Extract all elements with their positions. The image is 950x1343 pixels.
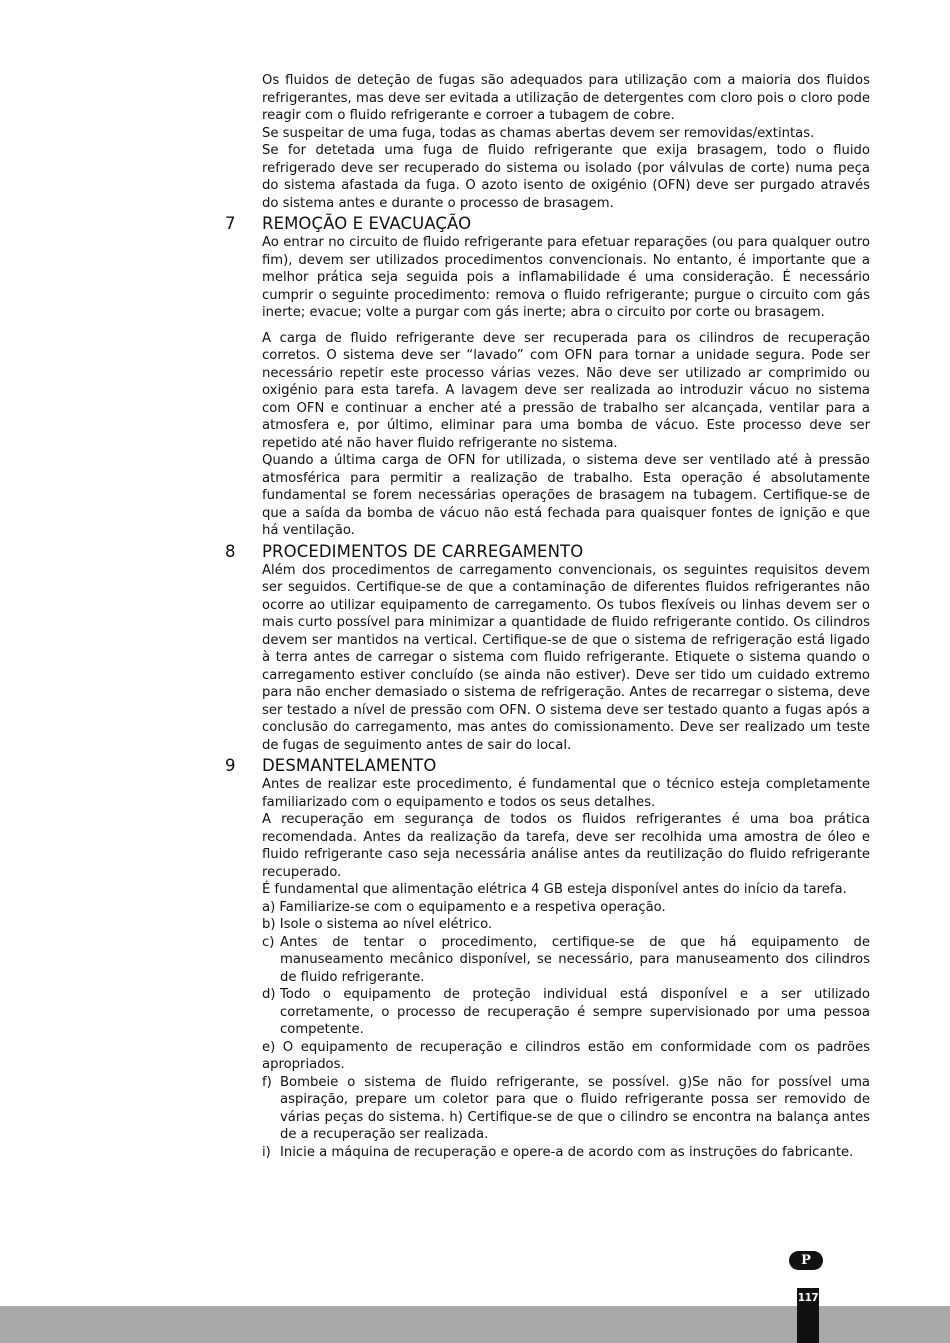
paragraph: Ao entrar no circuito de fluido refrigerante para efetuar reparações (ou para qualquer outro fim), devem ser utilizados procedimentos convencionais. No entanto, é importante que a melhor prática seja seguida pois a inflamabilidade é uma consideração. É necessário cumprir o seguinte procedimento: remova o fluido refrigerante; purgue o circuito com gás inerte; evacue; volte a purgar com gás inerte; abra o circuito por corte ou brasagem. [262,235,870,320]
list-item [262,934,870,987]
paragraph: A recuperação em segurança de todos os fluidos refrigerantes é uma boa prática recomendada. Antes da realização da tarefa, deve ser recolhida uma amostra de óleo e fluido refrigerante caso seja necessária análise antes da reutilização do fluido refrigerante recuperado. [262,812,870,880]
paragraph: É fundamental que alimentação elétrica 4 GB esteja disponível antes do início da tarefa. [262,882,847,897]
intro-block [262,72,870,212]
section-number: 8 [225,541,236,561]
paragraph: Além dos procedimentos de carregamento convencionais, os seguintes requisitos devem ser seguidos. Certifique-se de que a contaminação de diferentes fluidos refrigerantes não ocorre ao utilizar equipamento de carregamento. Os tubos flexíveis ou linhas devem ser o mais curto possível para minimizar a quantidade de fluido refrigerante contido. Os cilindros devem ser mantidos na vertical. Certifique-se de que o sistema de refrigeração está ligado à terra antes de carregar o sistema com fluido refrigerante. Etiquete o sistema quando o carregamento estiver concluído (se ainda não estiver). Deve ser tido um cuidado extremo para não encher demasiado o sistema de refrigeração. Antes de recarregar o sistema, deve ser testado a nível de pressão com OFN. O sistema deve ser testado quanto a fugas após a conclusão do carregamento, mas antes do comissionamento. Deve ser realizado um teste de fugas de seguimento antes de sair do local. [262,562,870,753]
list-label: c) [262,934,275,950]
intro-paragraph: Os fluidos de deteção de fugas são adequados para utilização com a maioria dos fluidos refrigerantes, mas deve ser evitada a utilização de detergentes com cloro pois o cloro pode reagir com o fluido refrigerante e corroer a tubagem de cobre. [262,73,870,123]
section-9-heading [225,756,870,776]
list-text: Todo o equipamento de proteção individual está disponível e a ser utilizado corretamente, o processo de recuperação é sempre supervisionado por uma pessoa competente. [280,987,870,1037]
paragraph: Antes de realizar este procedimento, é fundamental que o técnico esteja completamente familiarizado com o equipamento e todos os seus detalhes. [262,777,870,810]
list-label: d) [262,987,276,1002]
page-number-tab [797,1288,819,1343]
intro-paragraph: Se for detetada uma fuga de fluido refrigerante que exija brasagem, todo o fluido refrigerado deve ser recuperado do sistema ou isolado (por válvulas de corte) numa peça do sistema afastada da fuga. O azoto isento de oxigénio (OFN) deve ser purgado através do sistema antes e durante o processo de brasagem. [262,143,870,211]
language-badge: P [789,1251,823,1270]
list-label: f) [262,1074,272,1090]
intro-paragraph: Se suspeitar de uma fuga, todas as chamas abertas devem ser removidas/extintas. [262,125,815,141]
list-item [262,1144,870,1162]
list-label: i) [262,1144,271,1160]
list-text: Inicie a máquina de recuperação e opere-a de acordo com as instruções do fabricante. [280,1144,854,1160]
document-body [225,72,870,1161]
section-title: PROCEDIMENTOS DE CARREGAMENTO [262,541,584,561]
list-item [262,1074,870,1144]
list-item: b) Isole o sistema ao nível elétrico. [262,917,493,932]
section-7-heading [225,214,870,234]
list-item: e) O equipamento de recuperação e cilindros estão em conformidade com os padrões apropriados. [262,1039,870,1072]
section-number: 9 [225,756,236,775]
list-item: a) Familiarize-se com o equipamento e a respetiva operação. [262,899,666,915]
list-text: Bombeie o sistema de fluido refrigerante, se possível. g)Se não for possível uma aspiração, prepare um coletor para que o fluido refrigerante possa ser removido de várias peças do sistema. h) Certifique-se de que o cilindro se encontra na balança antes de a recuperação ser realizada. [280,1074,870,1142]
section-8-body [262,562,870,755]
section-7-body [262,234,870,540]
section-title: DESMANTELAMENTO [262,756,437,775]
section-9-body [262,776,870,1161]
paragraph: Quando a última carga de OFN for utilizada, o sistema deve ser ventilado até à pressão atmosférica para permitir a realização de trabalho. Esta operação é absolutamente fundamental se forem necessárias operações de brasagem na tubagem. Certifique-se de que a saída da bomba de vácuo não está fechada para quaisquer fontes de ignição e que há ventilação. [262,453,870,538]
section-8-heading [225,542,870,562]
list-item [262,986,870,1039]
paragraph: A carga de fluido refrigerante deve ser recuperada para os cilindros de recuperação corretos. O sistema deve ser “lavado” com OFN para tornar a unidade segura. Pode ser necessário repetir este processo várias vezes. Não deve ser utilizado ar comprimido ou oxigénio para esta tarefa. A lavagem deve ser realizada ao introduzir vácuo no sistema com OFN e continuar a encher até a pressão de trabalho ser alcançada, ventilar para a atmosfera e, por último, eliminar para uma bomba de vácuo. Este processo deve ser repetido até não haver fluido refrigerante no sistema. [262,330,870,451]
section-number: 7 [225,214,236,233]
section-title: REMOÇÃO E EVACUAÇÃO [262,214,472,233]
page-number: 117 [797,1292,819,1304]
list-text: Antes de tentar o procedimento, certifique-se de que há equipamento de manuseamento mecânico disponível, se necessário, para manuseamento dos cilindros de fluido refrigerante. [280,934,870,985]
